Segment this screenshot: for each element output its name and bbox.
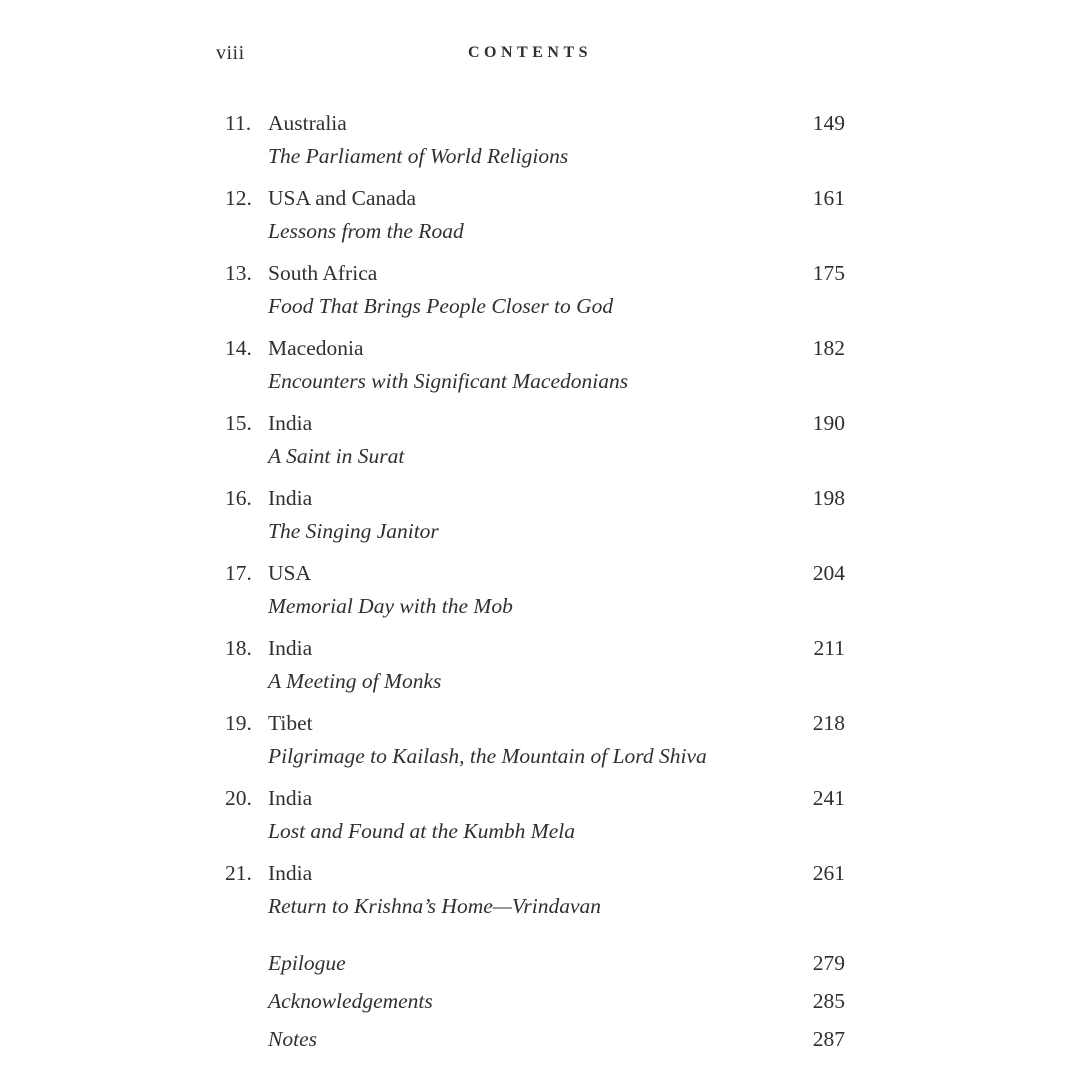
toc-entry bbox=[215, 107, 845, 173]
chapter-subtitle: The Singing Janitor bbox=[268, 519, 439, 543]
chapter-title: India bbox=[268, 486, 313, 510]
toc-entry bbox=[215, 857, 845, 923]
chapter-page-number: 182 bbox=[812, 336, 845, 360]
chapter-page-number: 149 bbox=[812, 111, 845, 135]
toc-entry bbox=[215, 182, 845, 248]
chapter-number: 18. bbox=[225, 636, 252, 660]
toc-entry-main-line bbox=[215, 482, 845, 515]
toc-entry-main-line bbox=[215, 707, 845, 740]
chapter-number: 14. bbox=[225, 336, 252, 360]
back-matter-title: Notes bbox=[268, 1027, 317, 1051]
chapter-subtitle: A Saint in Surat bbox=[268, 444, 405, 468]
chapter-subtitle: Encounters with Significant Macedonians bbox=[268, 369, 629, 393]
toc-list bbox=[215, 107, 845, 923]
toc-entry bbox=[215, 407, 845, 473]
chapter-number: 13. bbox=[225, 261, 252, 285]
chapter-title: South Africa bbox=[268, 261, 378, 285]
toc-entry-main-line bbox=[215, 332, 845, 365]
back-matter-list bbox=[215, 944, 845, 1058]
toc-entry bbox=[215, 482, 845, 548]
chapter-number: 20. bbox=[225, 786, 252, 810]
chapter-subtitle: Lost and Found at the Kumbh Mela bbox=[268, 819, 575, 843]
back-matter-entry bbox=[215, 1020, 845, 1058]
chapter-number: 16. bbox=[225, 486, 252, 510]
chapter-page-number: 175 bbox=[812, 261, 845, 285]
toc-entry bbox=[215, 632, 845, 698]
toc-entry-main-line bbox=[215, 257, 845, 290]
toc-entry-main-line bbox=[215, 557, 845, 590]
chapter-number: 17. bbox=[225, 561, 252, 585]
chapter-title: India bbox=[268, 786, 313, 810]
chapter-title: India bbox=[268, 861, 313, 885]
chapter-title: USA and Canada bbox=[268, 186, 417, 210]
back-matter-page-number: 279 bbox=[812, 951, 845, 975]
chapter-page-number: 204 bbox=[812, 561, 845, 585]
back-matter-page-number: 285 bbox=[812, 989, 845, 1013]
back-matter-entry bbox=[215, 982, 845, 1020]
chapter-subtitle: Return to Krishna’s Home—Vrindavan bbox=[268, 894, 602, 918]
chapter-page-number: 161 bbox=[812, 186, 845, 210]
toc-entry bbox=[215, 782, 845, 848]
chapter-subtitle: A Meeting of Monks bbox=[268, 669, 442, 693]
chapter-subtitle: Lessons from the Road bbox=[268, 219, 464, 243]
toc-entry-main-line bbox=[215, 632, 845, 665]
chapter-page-number: 241 bbox=[812, 786, 845, 810]
chapter-number: 12. bbox=[225, 186, 252, 210]
toc-entry bbox=[215, 257, 845, 323]
toc-entry-main-line bbox=[215, 107, 845, 140]
chapter-number: 15. bbox=[225, 411, 252, 435]
chapter-title: Australia bbox=[268, 111, 347, 135]
toc-entry bbox=[215, 557, 845, 623]
chapter-number: 21. bbox=[225, 861, 252, 885]
back-matter-entry bbox=[215, 944, 845, 982]
chapter-number: 19. bbox=[225, 711, 252, 735]
chapter-page-number: 261 bbox=[812, 861, 845, 885]
chapter-page-number: 190 bbox=[812, 411, 845, 435]
toc-entry-main-line bbox=[215, 857, 845, 890]
chapter-title: Tibet bbox=[268, 711, 313, 735]
chapter-number: 11. bbox=[225, 111, 252, 135]
chapter-subtitle: Food That Brings People Closer to God bbox=[268, 294, 614, 318]
contents-column bbox=[215, 42, 845, 1074]
folio-page-number: viii bbox=[216, 42, 245, 64]
chapter-page-number: 198 bbox=[812, 486, 845, 510]
toc-entry-main-line bbox=[215, 782, 845, 815]
chapter-title: Macedonia bbox=[268, 336, 364, 360]
toc-entry-main-line bbox=[215, 182, 845, 215]
chapter-page-number: 218 bbox=[812, 711, 845, 735]
toc-entry-main-line bbox=[215, 407, 845, 440]
chapter-title: USA bbox=[268, 561, 312, 585]
chapter-title: India bbox=[268, 636, 313, 660]
back-matter-title: Acknowledgements bbox=[268, 989, 433, 1013]
chapter-subtitle: Pilgrimage to Kailash, the Mountain of Lord Shiva bbox=[268, 744, 707, 768]
chapter-subtitle: The Parliament of World Religions bbox=[268, 144, 569, 168]
contents-heading: CONTENTS bbox=[467, 44, 593, 61]
page-header bbox=[215, 42, 845, 66]
toc-entry bbox=[215, 707, 845, 773]
chapter-subtitle: Memorial Day with the Mob bbox=[268, 594, 513, 618]
back-matter-title: Epilogue bbox=[268, 951, 346, 975]
chapter-page-number: 211 bbox=[813, 636, 845, 660]
chapter-title: India bbox=[268, 411, 313, 435]
back-matter-page-number: 287 bbox=[812, 1027, 845, 1051]
toc-entry bbox=[215, 332, 845, 398]
